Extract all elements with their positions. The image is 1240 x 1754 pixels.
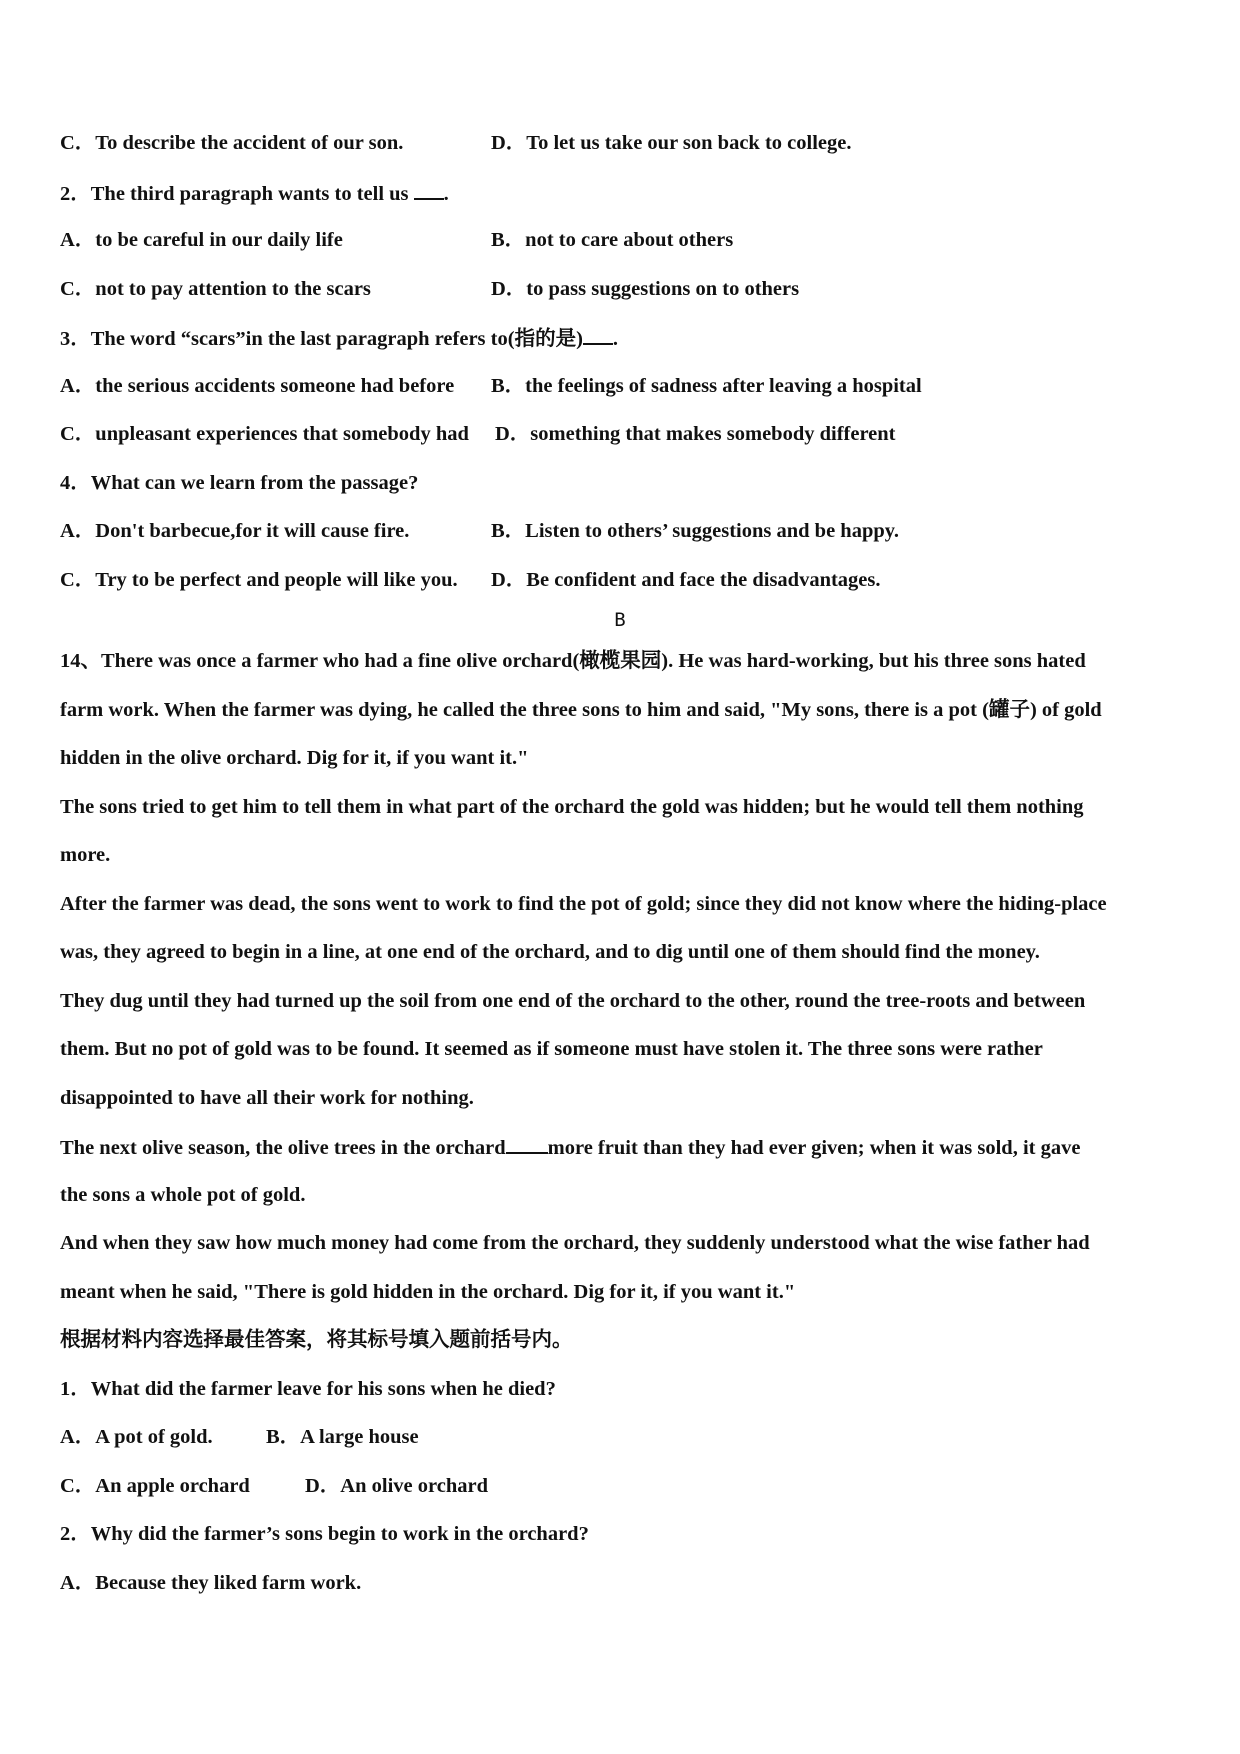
instruction: 根据材料内容选择最佳答案，将其标号填入题前括号内。 <box>60 1329 573 1351</box>
q1-option-c: C．To describe the accident of our son. <box>60 132 404 154</box>
passage-line: the sons a whole pot of gold. <box>60 1184 306 1206</box>
q4-option-a: A．Don't barbecue,for it will cause fire. <box>60 520 410 542</box>
q4-option-d: D．Be confident and face the disadvantages. <box>491 569 881 591</box>
passage-line: more. <box>60 844 111 866</box>
passage-line: The sons tried to get him to tell them in what part of the orchard the gold was hidden; but he would tell them nothing <box>60 796 1084 818</box>
q2-option-d: D．to pass suggestions on to others <box>491 278 800 300</box>
b-q2-stem: 2．Why did the farmer’s sons begin to work in the orchard? <box>60 1523 589 1545</box>
passage-line: them. But no pot of gold was to be found. It seemed as if someone must have stolen it. The three sons were rather <box>60 1038 1043 1060</box>
b-q1-option-d: D．An olive orchard <box>305 1475 488 1497</box>
passage-line: meant when he said, "There is gold hidden in the orchard. Dig for it, if you want it." <box>60 1281 796 1303</box>
passage-blank-line <box>60 1134 1080 1160</box>
q3-option-b: B．the feelings of sadness after leaving a hospital <box>491 375 922 397</box>
passage-line: was, they agreed to begin in a line, at one end of the orchard, and to dig until one of them should find the money. <box>60 941 1040 963</box>
q3-stem-text: 3．The word “scars”in the last paragraph refers to(指的是) <box>60 328 583 350</box>
passage-line: hidden in the olive orchard. Dig for it, if you want it." <box>60 747 529 769</box>
passage-line: 14、There was once a farmer who had a fine olive orchard(橄榄果园). He was hard-working, but his three sons hated <box>60 650 1086 672</box>
q3-option-a: A．the serious accidents someone had before <box>60 375 455 397</box>
q2-stem-text: 2．The third paragraph wants to tell us <box>60 183 414 205</box>
passage-line: After the farmer was dead, the sons went to work to find the pot of gold; since they did not know where the hiding-place <box>60 893 1107 915</box>
passage-line: farm work. When the farmer was dying, he called the three sons to him and said, "My sons, there is a pot (罐子) of gold <box>60 699 1102 721</box>
blank-line-before: The next olive season, the olive trees in the orchard <box>60 1137 506 1159</box>
q2-option-b: B．not to care about others <box>491 229 734 251</box>
q3-stem-end: . <box>612 328 619 350</box>
q2-option-c: C．not to pay attention to the scars <box>60 278 371 300</box>
passage-line: And when they saw how much money had come from the orchard, they suddenly understood what the wise father had <box>60 1232 1090 1254</box>
q3-option-d: D．something that makes somebody different <box>495 423 896 445</box>
q3-option-c: C．unpleasant experiences that somebody had <box>60 423 469 445</box>
q3-stem <box>60 325 618 351</box>
passage-line: disappointed to have all their work for nothing. <box>60 1087 474 1109</box>
q4-option-b: B．Listen to others’ suggestions and be happy. <box>491 520 899 542</box>
answer-blank <box>414 180 444 200</box>
q1-option-d: D．To let us take our son back to college. <box>491 132 852 154</box>
q4-stem: 4．What can we learn from the passage? <box>60 472 419 494</box>
b-q1-stem: 1．What did the farmer leave for his sons when he died? <box>60 1378 556 1400</box>
q2-stem <box>60 180 449 206</box>
q2-option-a: A．to be careful in our daily life <box>60 229 343 251</box>
answer-blank <box>583 325 613 345</box>
b-q1-option-a: A．A pot of gold. <box>60 1426 213 1448</box>
b-q1-option-c: C．An apple orchard <box>60 1475 250 1497</box>
q2-stem-end: . <box>443 183 449 205</box>
q4-option-c: C．Try to be perfect and people will like you. <box>60 569 458 591</box>
answer-blank <box>506 1134 548 1154</box>
passage-line: They dug until they had turned up the soil from one end of the orchard to the other, round the tree-roots and between <box>60 990 1086 1012</box>
blank-line-after: more fruit than they had ever given; when it was sold, it gave <box>547 1137 1081 1159</box>
section-heading: B <box>614 609 626 631</box>
b-q1-option-b: B．A large house <box>266 1426 419 1448</box>
b-q2-option-a: A．Because they liked farm work. <box>60 1572 362 1594</box>
